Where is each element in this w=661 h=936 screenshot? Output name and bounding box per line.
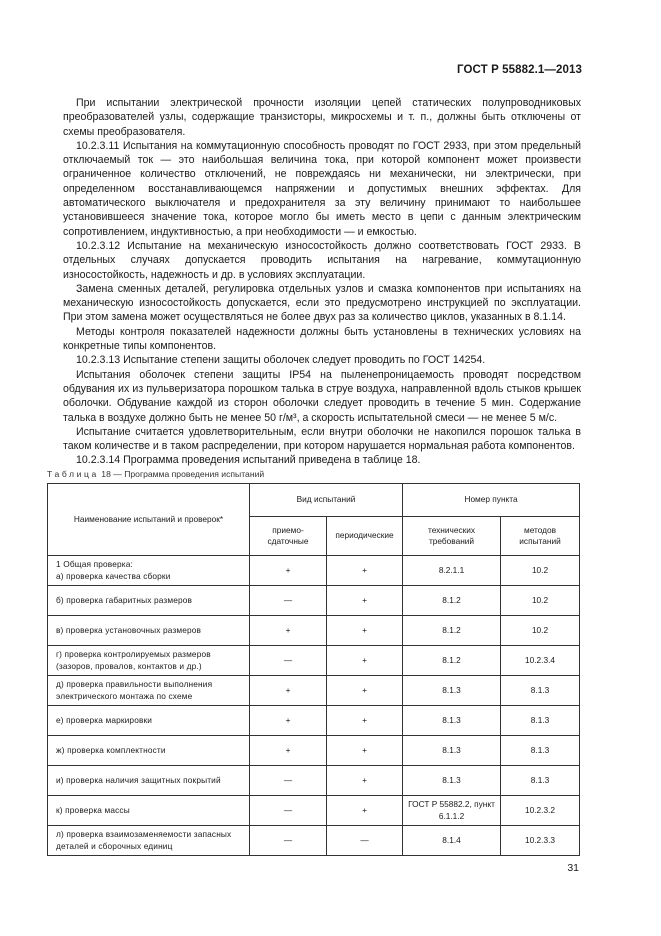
table-row: [48, 616, 580, 646]
header-clause-number: Номер пункта: [403, 484, 580, 517]
paragraph: Испытание считается удовлетворительным, если внутри оболочки не накопился порошок талька в таком количестве и в таком распределении, при котором нарушается нормальная работа компонентов.: [63, 425, 581, 453]
paragraph: 10.2.3.13 Испытание степени защиты оболочек следует проводить по ГОСТ 14254.: [76, 354, 486, 367]
table-row: [48, 766, 580, 796]
paragraph: 10.2.3.12 Испытание на механическую износостойкость должно соответствовать ГОСТ 2933. В отдельных случаях допускается проводить испытания на нагревание, коммутационную износостойкость, надежность и др. в условиях эксплуатации.: [63, 239, 581, 281]
cell-test-name: 1 Общая проверка: а) проверка качества сборки: [48, 556, 250, 586]
cell-tech-requirements: 8.1.3: [403, 676, 501, 706]
table-row: [48, 826, 580, 856]
cell-test-method: 8.1.3: [501, 706, 580, 736]
cell-test-method: 10.2: [501, 586, 580, 616]
cell-tech-requirements: 8.1.3: [403, 766, 501, 796]
cell-test-method: 10.2: [501, 616, 580, 646]
header-test-type: Вид испытаний: [250, 484, 403, 517]
page-number: 31: [567, 862, 579, 874]
cell-test-name: ж) проверка комплектности: [48, 736, 250, 766]
cell-test-name: к) проверка массы: [48, 796, 250, 826]
table-caption: [47, 469, 264, 479]
table-row: [48, 706, 580, 736]
cell-acceptance: +: [250, 616, 327, 646]
cell-acceptance: +: [250, 706, 327, 736]
cell-periodic: +: [327, 556, 403, 586]
cell-periodic: +: [327, 706, 403, 736]
cell-acceptance: —: [250, 826, 327, 856]
cell-periodic: +: [327, 676, 403, 706]
cell-acceptance: —: [250, 646, 327, 676]
cell-acceptance: —: [250, 586, 327, 616]
cell-test-method: 10.2.3.3: [501, 826, 580, 856]
body-text: [63, 96, 581, 468]
cell-acceptance: —: [250, 766, 327, 796]
cell-acceptance: +: [250, 556, 327, 586]
cell-periodic: +: [327, 586, 403, 616]
cell-tech-requirements: 8.1.3: [403, 706, 501, 736]
paragraph: Испытания оболочек степени защиты IP54 на пыленепроницаемость проводят посредством обдувания их из пульверизатора порошком талька в струе воздуха, направленной вдоль стыков крышек оболочки. Обдувание каждой из сторон оболочки следует проводить в течение 5 мин. Содержание талька в воздухе должно быть не менее 50 г/м³, а скорость испытательной смеси — не менее 5 м/с.: [63, 368, 581, 424]
cell-test-method: 8.1.3: [501, 766, 580, 796]
table-caption-title: 18 — Программа проведения испытаний: [101, 469, 265, 479]
cell-test-name: е) проверка маркировки: [48, 706, 250, 736]
header-acceptance: приемо-сдаточные: [250, 517, 327, 556]
cell-test-method: 10.2.3.4: [501, 646, 580, 676]
cell-test-method: 8.1.3: [501, 736, 580, 766]
cell-tech-requirements: 8.2.1.1: [403, 556, 501, 586]
cell-acceptance: —: [250, 796, 327, 826]
cell-periodic: +: [327, 766, 403, 796]
paragraph: 10.2.3.14 Программа проведения испытаний приведена в таблице 18.: [76, 454, 421, 467]
paragraph: Замена сменных деталей, регулировка отдельных узлов и смазка компонентов при испытаниях на механическую износостойкость допускается, если это предусмотрено инструкцией по эксплуатации. При этом замена может осуществляться не более двух раз за количество циклов, указанных в 8.1.14.: [63, 282, 581, 324]
header-test-name: Наименование испытаний и проверок*: [48, 484, 250, 556]
table-row: [48, 676, 580, 706]
header-periodic: периодические: [327, 517, 403, 556]
standard-header: ГОСТ Р 55882.1—2013: [457, 64, 582, 76]
cell-periodic: +: [327, 646, 403, 676]
cell-tech-requirements: 8.1.2: [403, 646, 501, 676]
cell-test-name: л) проверка взаимозаменяемости запасных деталей и сборочных единиц: [48, 826, 250, 856]
table-row: [48, 556, 580, 586]
cell-tech-requirements: 8.1.4: [403, 826, 501, 856]
cell-tech-requirements: ГОСТ Р 55882.2, пункт 6.1.1.2: [403, 796, 501, 826]
cell-test-name: г) проверка контролируемых размеров (зазоров, провалов, контактов и др.): [48, 646, 250, 676]
table-row: [48, 796, 580, 826]
cell-periodic: +: [327, 736, 403, 766]
cell-tech-requirements: 8.1.2: [403, 586, 501, 616]
cell-test-name: д) проверка правильности выполнения электрического монтажа по схеме: [48, 676, 250, 706]
cell-acceptance: +: [250, 676, 327, 706]
cell-test-method: 10.2.3.2: [501, 796, 580, 826]
cell-acceptance: +: [250, 736, 327, 766]
paragraph: 10.2.3.11 Испытания на коммутационную способность проводят по ГОСТ 2933, при этом предельный отключаемый ток — это наибольшая величина тока, при которой компонент может произвести ограниченное количество отключений, не повреждаясь ни механически, ни электрически, при определенном восстанавливающемся напряжении и допустимых внешних эффектах. Для автоматического выключателя и предохранителя за эту величину принимают то наибольшее установившееся значение тока, которое могло бы иметь место в цепи с данным электрическим сопротивлением, индуктивностью, а при необходимости — и емкостью.: [63, 139, 581, 238]
cell-test-method: 10.2: [501, 556, 580, 586]
table-body: [48, 556, 580, 856]
cell-tech-requirements: 8.1.3: [403, 736, 501, 766]
table-row: [48, 646, 580, 676]
table-row: [48, 736, 580, 766]
cell-test-name: в) проверка установочных размеров: [48, 616, 250, 646]
cell-test-method: 8.1.3: [501, 676, 580, 706]
cell-test-name: б) проверка габаритных размеров: [48, 586, 250, 616]
header-test-methods: методов испытаний: [501, 517, 580, 556]
table-row: [48, 586, 580, 616]
test-program-table: [47, 483, 580, 856]
cell-periodic: +: [327, 616, 403, 646]
table-caption-word: Таблица: [47, 469, 99, 479]
cell-tech-requirements: 8.1.2: [403, 616, 501, 646]
cell-periodic: —: [327, 826, 403, 856]
cell-test-name: и) проверка наличия защитных покрытий: [48, 766, 250, 796]
paragraph: При испытании электрической прочности изоляции цепей статических полупроводниковых преобразователей узлы, содержащие транзисторы, микросхемы и т. п., должны быть отключены от схемы преобразователя.: [63, 97, 581, 138]
cell-periodic: +: [327, 796, 403, 826]
header-tech-requirements: технических требований: [403, 517, 501, 556]
paragraph: Методы контроля показателей надежности должны быть установлены в технических условиях на конкретные типы компонентов.: [63, 325, 581, 353]
